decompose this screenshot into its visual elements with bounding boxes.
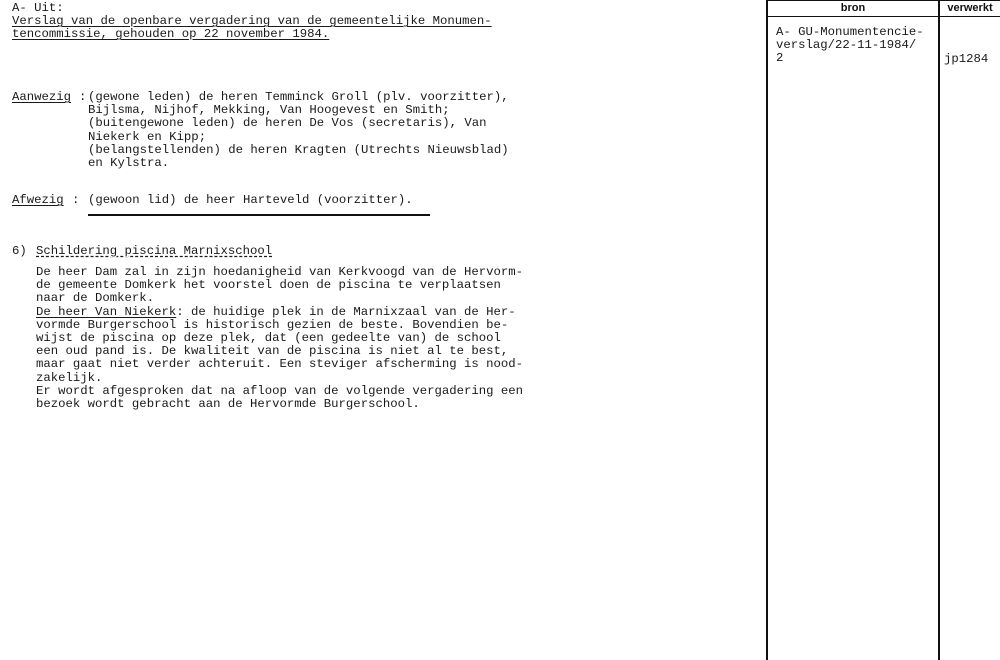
paragraph-line: een oud pand is. De kwaliteit van de piscina is niet al te best, <box>36 344 509 359</box>
present-line: (buitengewone leden) de heren De Vos (secretaris), Van <box>88 116 487 131</box>
bron-line: A- GU-Monumentencie- <box>776 25 924 39</box>
bron-line: verslag/22-11-1984/ <box>776 38 917 53</box>
paragraph-line: zakelijk. <box>36 370 103 385</box>
paragraph-line: wijst de piscina op deze plek, dat (een gedeelte van) de school <box>36 331 501 346</box>
register-border-left <box>766 0 768 660</box>
absent-label: Afwezig <box>12 193 64 207</box>
column-header-bron: bron <box>840 2 866 14</box>
section-divider <box>88 214 430 216</box>
present-label: Aanwezig <box>12 90 72 104</box>
source-prefix: A- Uit: <box>12 1 64 15</box>
paragraph-line: de gemeente Domkerk het voorstel doen de piscina te verplaatsen <box>36 278 501 293</box>
paragraph-line: Er wordt afgesproken dat na afloop van de volgende vergadering een <box>36 383 524 398</box>
speaker-line: De heer Van Niekerk: de huidige plek in de Marnixzaal van de Her- <box>36 304 516 319</box>
report-title-line-2: tencommissie, gehouden op 22 november 1984. <box>12 27 330 41</box>
present-line: en Kylstra. <box>88 156 170 171</box>
paragraph-line: bezoek wordt gebracht aan de Hervormde Burgerschool. <box>36 397 420 412</box>
paragraph-line: De heer Dam zal in zijn hoedanigheid van Kerkvoogd van de Hervorm- <box>36 265 524 279</box>
present-line: Niekerk en Kipp; <box>88 129 207 144</box>
register-top-rule <box>766 0 1000 1</box>
register-border-middle <box>938 0 940 660</box>
present-line: Bijlsma, Nijhof, Mekking, Van Hoogevest en Smith; <box>88 103 450 118</box>
register-header-rule <box>766 16 1000 17</box>
agenda-item-title: Schildering piscina Marnixschool <box>36 244 273 258</box>
speaker-name: De heer Van Niekerk <box>36 304 177 319</box>
agenda-item-text <box>36 266 523 411</box>
report-title-line-1: Verslag van de openbare vergadering van de gemeentelijke Monumen- <box>12 14 492 28</box>
present-list <box>88 91 509 170</box>
paragraph-line: maar gaat niet verder achteruit. Een steviger afscherming is nood- <box>36 357 524 372</box>
column-header-verwerkt: verwerkt <box>947 2 993 14</box>
verwerkt-entry: jp1284 <box>944 52 989 66</box>
present-line: (belangstellenden) de heren Kragten (Utrechts Nieuwsblad) <box>88 142 509 157</box>
present-line: (gewone leden) de heren Temminck Groll (plv. voorzitter), <box>88 90 509 104</box>
agenda-item-number: 6) <box>12 244 27 258</box>
bron-line: 2 <box>776 51 784 66</box>
bron-entry <box>776 26 924 66</box>
paragraph-line: vormde Burgerschool is historisch gezien de beste. Bovendien be- <box>36 317 509 332</box>
absent-line: (gewoon lid) de heer Harteveld (voorzitter). <box>88 193 413 207</box>
paragraph-line: naar de Domkerk. <box>36 291 155 306</box>
